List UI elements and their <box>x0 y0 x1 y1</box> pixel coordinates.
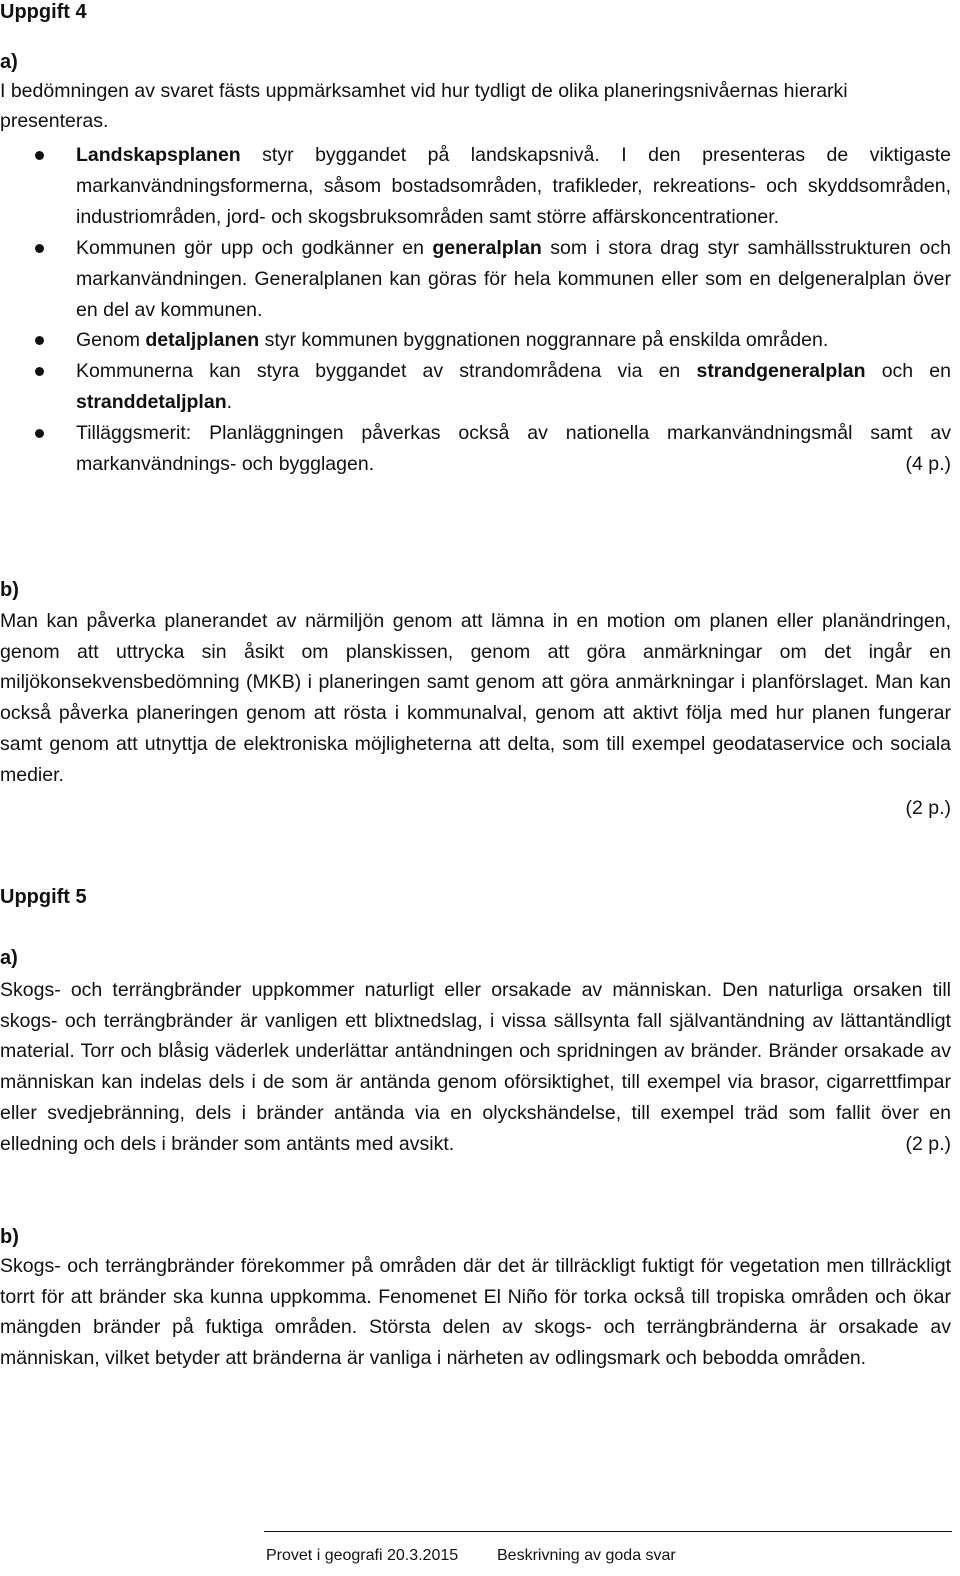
task5-heading: Uppgift 5 <box>0 886 87 908</box>
bullet-dot-icon <box>35 367 44 376</box>
bullet-text: . <box>226 391 233 414</box>
bullet-key-term: stranddetaljplan <box>76 391 227 414</box>
task4-heading: Uppgift 4 <box>0 1 87 23</box>
task4-a-label: a) <box>0 51 18 73</box>
bullet-text: styr kommunen byggnationen noggrannare på enskilda områden. <box>259 329 829 352</box>
bullet-dot-icon <box>35 244 44 253</box>
bullet-text: Tilläggsmerit: Planläggningen påverkas också av nationella markanvändningsmål samt av markanvändnings- och bygglagen. <box>76 422 951 476</box>
bullet-item <box>0 140 951 233</box>
bullet-text: Genom <box>76 329 146 352</box>
bullet-key-term: generalplan <box>432 236 542 259</box>
bullet-text: som i stora drag styr samhällsstrukturen och markanvändningen. Generalplanen kan göras för hela kommunen eller som en delgeneralplan över en del av kommunen. <box>76 236 951 321</box>
task4-b-text: Man kan påverka planerandet av närmiljön genom att lämna in en motion om planen eller planändringen, genom att uttrycka sin åsikt om planskissen, genom att göra anmärkningar om det ingår en miljökonsekvensbedömning (MKB) i planeringen samt genom att göra anmärkningar i planförslaget. Man kan också påverka planeringen genom att rösta i kommunalval, genom att aktivt följa med hur planen fungerar samt genom att utnyttja de elektroniska möjligheterna att delta, som till exempel geodataservice och sociala medier. <box>0 610 951 786</box>
task5-a-label: a) <box>0 947 18 969</box>
task4-a-bullet-list <box>0 140 951 480</box>
task5-b-label: b) <box>0 1226 19 1248</box>
bullet-item <box>0 356 951 418</box>
task5-a-body: Skogs- och terrängbränder uppkommer naturligt eller orsakade av människan. Den naturliga orsaken till skogs- och terrängbränder är vanligen ett blixtnedslag, i vissa sällsynta fall självantändning av lättantändligt material. Torr och blåsig väderlek underlättar antändningen och spridningen av bränder. Bränder orsakade av människan kan indelas dels i de som är antända genom oförsiktighet, till exempel via brasor, cigarrettfimpar eller svedjebränning, dels i bränder antända via en olyckshändelse, till exempel träd som fallit över en elledning och dels i bränder som antänts med avsikt. <box>0 979 951 1155</box>
bullet-text: Kommunen gör upp och godkänner en <box>76 236 433 259</box>
task4-a-points: (4 p.) <box>905 453 951 476</box>
bullet-key-term: detaljplanen <box>145 329 260 352</box>
task5-a-text <box>0 975 951 1159</box>
bullet-key-term: Landskapsplanen <box>76 144 241 166</box>
bullet-text: och en <box>865 360 951 383</box>
bullet-text: Kommunerna kan styra byggandet av strandområdena via en <box>76 360 697 383</box>
bullet-item <box>0 325 951 356</box>
task4-b-points: (2 p.) <box>905 797 951 819</box>
bullet-text: styr byggandet på landskapsnivå. I den presenteras de viktigaste markanvändningsformerna, såsom bostadsområden, trafikleder, rekreations- och skyddsområden, industriområden, jord- och skogsbruksområden samt större affärskoncentrationer. <box>76 144 951 228</box>
bullet-item <box>0 233 951 326</box>
bullet-key-term: strandgeneralplan <box>696 360 866 383</box>
bullet-dot-icon <box>35 429 44 438</box>
footer-rule <box>264 1531 952 1532</box>
task5-b-text: Skogs- och terrängbränder förekommer på områden där det är tillräckligt fuktigt för vegetation men tillräckligt torrt för att bränder ska kunna uppkomma. Fenomenet El Niño för torka också till tropiska områden och ökar mängden bränder på fuktiga områden. Största delen av skogs- och terrängbränderna är orsakade av människan, vilket betyder att bränderna är vanliga i närheten av odlingsmark och bebodda områden. <box>0 1255 951 1370</box>
bullet-dot-icon <box>35 336 44 345</box>
bullet-dot-icon <box>35 151 44 160</box>
bullet-item <box>0 418 951 480</box>
footer-right: Beskrivning av goda svar <box>497 1547 676 1564</box>
task5-a-points: (2 p.) <box>905 1132 951 1155</box>
task4-a-intro: I bedömningen av svaret fästs uppmärksamhet vid hur tydligt de olika planeringsnivåernas hierarki presenteras. <box>0 80 848 132</box>
task4-b-label: b) <box>0 579 19 601</box>
footer-left: Provet i geografi 20.3.2015 <box>266 1547 459 1564</box>
